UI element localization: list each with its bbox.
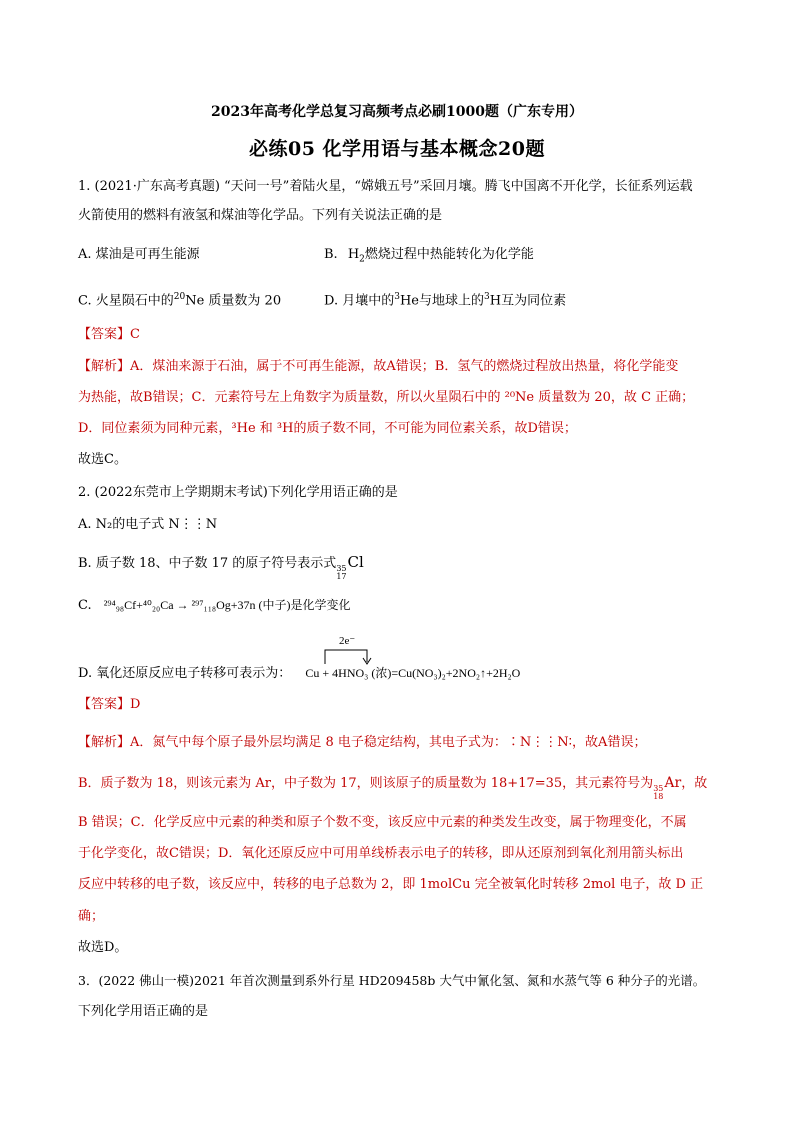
q3-stem-line2: 下列化学用语正确的是 bbox=[78, 1004, 209, 1019]
q2-option-d-electron-label: 2e⁻ bbox=[339, 635, 356, 647]
q1-conclusion: 故选C。 bbox=[78, 452, 127, 467]
q2-analysis-line1: 【解析】A．氮气中每个原子最外层均满足 8 电子稳定结构，其电子式为：∶N⋮⋮N∶，故A错误； bbox=[78, 735, 647, 750]
q1-stem-line1: 1. (2021·广东高考真题) “天问一号”着陆火星，“嫦娥五号”采回月壤。腾飞中国离不开化学，长征系列运载 bbox=[78, 179, 693, 194]
q2-conclusion: 故选D。 bbox=[78, 940, 128, 955]
q2-answer: 【答案】D bbox=[78, 697, 141, 712]
q2-stem: 2. (2022东莞市上学期期末考试)下列化学用语正确的是 bbox=[78, 485, 398, 500]
q2-analysis-nuclide bbox=[653, 785, 663, 801]
q1-option-d-prefix: D. 月壤中的 bbox=[324, 293, 395, 309]
q1-answer: 【答案】C bbox=[78, 327, 140, 342]
q3-stem-line1: 3．(2022 佛山一模)2021 年首次测量到系外行星 HD209458b 大气中氰化氢、氮和水蒸气等 6 种分子的光谱。 bbox=[78, 973, 706, 988]
q2-analysis-z: 18 bbox=[653, 792, 664, 801]
q2-option-d-equation: Cu + 4HNO₃ (浓)=Cu(NO₃)₂+2NO₂↑+2H₂O bbox=[305, 666, 521, 680]
q1-option-b-text: 燃烧过程中热能转化为化学能 bbox=[364, 247, 534, 262]
q1-option-c-symbol: Ne bbox=[185, 293, 205, 309]
q1-option-c bbox=[78, 288, 281, 310]
q1-stem-line2: 火箭使用的燃料有液氢和煤油等化学品。下列有关说法正确的是 bbox=[78, 208, 443, 223]
q2-analysis-line5: 反应中转移的电子数，该反应中，转移的电子总数为 2，即 1molCu 完全被氧化时转移 2mol 电子，故 D 正 bbox=[78, 877, 704, 892]
q2-option-c-prefix: C. bbox=[78, 598, 92, 613]
q2-analysis-line4: 于化学变化，故C错误；D．氧化还原反应中可用单线桥表示电子的转移，即从还原剂到氧化剂用箭头标出 bbox=[78, 846, 684, 861]
q1-option-d-mid: 与地球上的 bbox=[419, 293, 485, 309]
q1-option-b-subscript: 2 bbox=[359, 254, 365, 265]
q2-analysis-mass: 35 bbox=[653, 784, 664, 793]
q1-option-d bbox=[324, 288, 566, 310]
q2-option-c-equation: ²⁹⁴₉₈Cf+⁴⁰₂₀Ca → ²⁹⁷₁₁₈Og+37n (中子)是化学变化 bbox=[103, 598, 351, 612]
q1-option-b-prefix: B. bbox=[324, 247, 338, 262]
q2-option-b-symbol: Cl bbox=[347, 553, 364, 571]
q2-option-b-z: 17 bbox=[336, 572, 347, 581]
q1-option-d-mass2: 3 bbox=[484, 292, 490, 302]
q2-option-a: A. N₂的电子式 N⋮⋮N bbox=[78, 517, 218, 532]
q1-analysis-line2: 为热能，故B错误；C．元素符号左上角数字为质量数，所以火星陨石中的 ²⁰Ne 质量数为 20，故 C 正确； bbox=[78, 390, 695, 405]
section-title: 必练05 化学用语与基本概念20题 bbox=[249, 138, 545, 160]
q1-option-b bbox=[324, 246, 534, 269]
q2-option-b-nuclide bbox=[336, 565, 346, 581]
q2-analysis-line6: 确； bbox=[78, 909, 105, 924]
document-title: 2023年高考化学总复习高频考点必刷1000题（广东专用） bbox=[211, 104, 583, 120]
q2-analysis-line3: B 错误；C．化学反应中元素的种类和原子个数不变，该反应中元素的种类发生改变，属于物理变化，不属 bbox=[78, 815, 687, 830]
q1-analysis-line3: D．同位素须为同种元素，³He 和 ³H的质子数不同，不可能为同位素关系，故D错误； bbox=[78, 421, 577, 436]
q1-option-a: A. 煤油是可再生能源 bbox=[78, 247, 200, 262]
q1-option-c-mass: 20 bbox=[173, 292, 186, 302]
q1-option-d-mass1: 3 bbox=[394, 292, 400, 302]
q2-analysis-symbol: Ar bbox=[664, 775, 682, 791]
q1-option-c-prefix: C. 火星陨石中的 bbox=[78, 293, 174, 309]
q2-option-b-text: B. 质子数 18、中子数 17 的原子符号表示式 bbox=[78, 556, 337, 571]
q2-analysis-line2-text: B．质子数为 18，则该元素为 Ar，中子数为 17，则该原子的质量数为 18+17=35，其元素符号为 bbox=[78, 776, 654, 791]
q2-option-d bbox=[78, 664, 520, 683]
q1-option-d-text: 互为同位素 bbox=[501, 293, 567, 309]
q2-option-c bbox=[78, 596, 351, 615]
q1-option-c-text: 质量数为 20 bbox=[208, 293, 282, 309]
electron-transfer-arrow-icon bbox=[323, 644, 383, 666]
q1-option-b-element: H bbox=[347, 247, 360, 262]
q1-option-d-symbol2: H bbox=[489, 293, 502, 309]
q2-option-b bbox=[78, 553, 364, 581]
q1-option-b-symbol bbox=[347, 247, 365, 265]
q2-option-d-prefix: D. 氧化还原反应电子转移可表示为： bbox=[78, 666, 292, 681]
q2-analysis-line2-suffix: ，故 bbox=[681, 776, 708, 791]
q2-option-b-mass: 35 bbox=[336, 564, 347, 573]
q2-analysis-line2 bbox=[78, 774, 707, 801]
q1-option-d-symbol1: He bbox=[399, 293, 419, 309]
q1-analysis-line1: 【解析】A．煤油来源于石油，属于不可再生能源，故A错误；B．氢气的燃烧过程放出热量，将化学能变 bbox=[78, 359, 679, 374]
